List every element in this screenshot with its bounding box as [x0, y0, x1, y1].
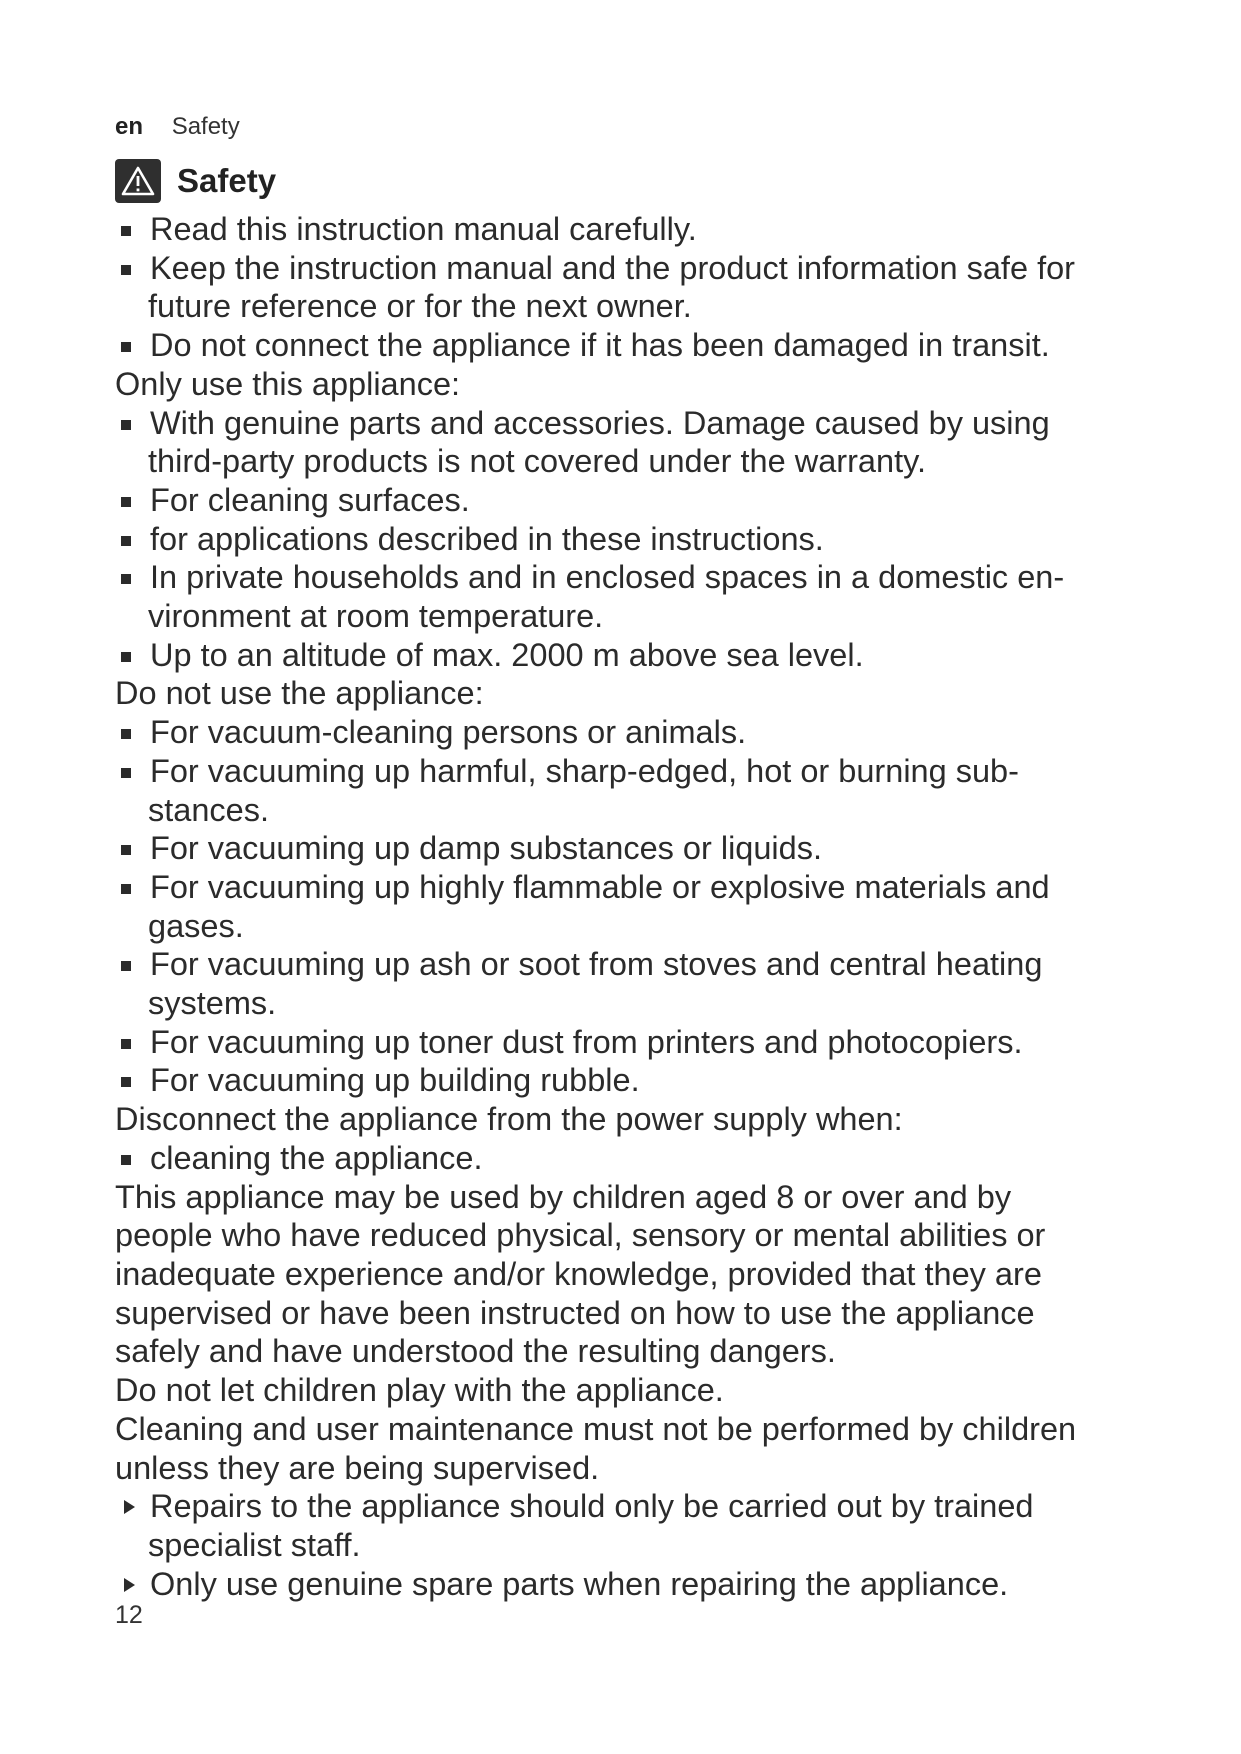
paragraph-line: Disconnect the appliance from the power supply when: — [115, 1101, 903, 1138]
safety-text-body — [115, 210, 1145, 1603]
bullet-item: for applications described in these instructions. — [115, 520, 1145, 559]
item-continuation: vironment at room temperature. — [148, 598, 604, 635]
bullet-item: For vacuuming up damp substances or liquids. — [115, 829, 1145, 868]
paragraph-line: unless they are being supervised. — [115, 1449, 600, 1486]
section-heading — [115, 158, 276, 204]
bullet-item: For cleaning surfaces. — [115, 481, 1145, 520]
instruction-step: Repairs to the appliance should only be carried out by trained — [115, 1487, 1145, 1526]
bullet-item: Keep the instruction manual and the product information safe for — [115, 249, 1145, 288]
paragraph-line: Only use this appliance: — [115, 365, 461, 402]
bullet-item: cleaning the appliance. — [115, 1139, 1145, 1178]
paragraph-line: people who have reduced physical, sensory or mental abilities or — [115, 1217, 1046, 1254]
bullet-item: Read this instruction manual carefully. — [115, 210, 1145, 249]
paragraph-line: inadequate experience and/or knowledge, provided that they are — [115, 1255, 1042, 1292]
paragraph-line: Cleaning and user maintenance must not be performed by children — [115, 1410, 1077, 1447]
bullet-item: For vacuuming up highly flammable or explosive materials and — [115, 868, 1145, 907]
paragraph-line: Do not use the appliance: — [115, 675, 484, 712]
bullet-item: For vacuuming up toner dust from printers and photocopiers. — [115, 1023, 1145, 1062]
page-number: 12 — [115, 1601, 143, 1629]
paragraph-line: Do not let children play with the appliance. — [115, 1372, 724, 1409]
instruction-step: Only use genuine spare parts when repairing the appliance. — [115, 1565, 1145, 1604]
bullet-item: In private households and in enclosed spaces in a domestic en- — [115, 558, 1145, 597]
bullet-item: For vacuuming up building rubble. — [115, 1061, 1145, 1100]
language-code: en — [115, 113, 144, 140]
item-continuation: specialist staff. — [148, 1526, 361, 1563]
paragraph-line: safely and have understood the resulting dangers. — [115, 1333, 836, 1370]
item-continuation: future reference or for the next owner. — [148, 288, 692, 325]
page-title: Safety — [177, 162, 277, 199]
header-section-name: Safety — [171, 113, 240, 140]
bullet-item: For vacuum-cleaning persons or animals. — [115, 713, 1145, 752]
paragraph-line: This appliance may be used by children aged 8 or over and by — [115, 1178, 1012, 1215]
item-continuation: third-party products is not covered under the warranty. — [148, 443, 926, 480]
bullet-item: For vacuuming up harmful, sharp-edged, hot or burning sub- — [115, 752, 1145, 791]
bullet-item: Do not connect the appliance if it has been damaged in transit. — [115, 326, 1145, 365]
paragraph-line: supervised or have been instructed on how to use the appliance — [115, 1294, 1035, 1331]
bullet-item: With genuine parts and accessories. Damage caused by using — [115, 404, 1145, 443]
running-header — [115, 112, 240, 142]
item-continuation: systems. — [148, 985, 277, 1022]
bullet-item: For vacuuming up ash or soot from stoves and central heating — [115, 945, 1145, 984]
bullet-item: Up to an altitude of max. 2000 m above sea level. — [115, 636, 1145, 675]
warning-triangle-icon — [115, 159, 161, 203]
item-continuation: stances. — [148, 791, 270, 828]
item-continuation: gases. — [148, 907, 244, 944]
